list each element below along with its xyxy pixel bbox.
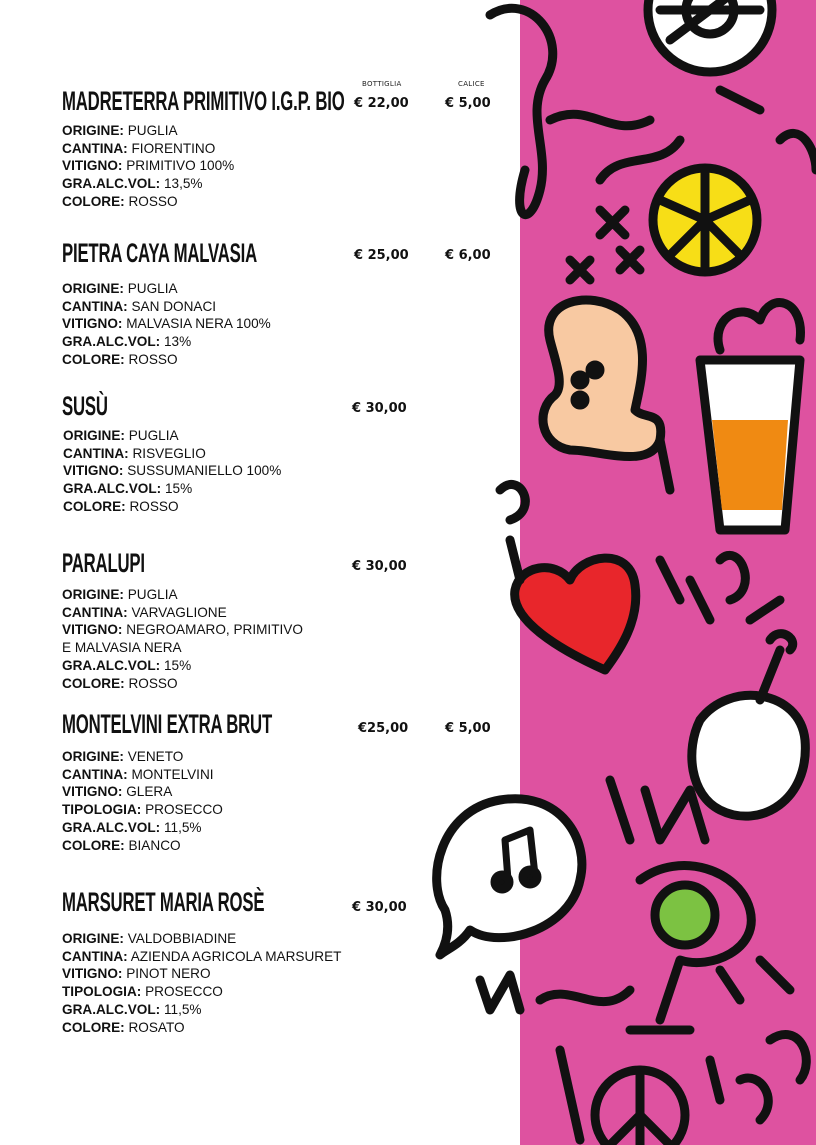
detail-row: CANTINA: SAN DONACI (62, 298, 217, 314)
detail-row: TIPOLOGIA: PROSECCO (62, 984, 223, 1000)
price-glass: € 5,00 (445, 96, 491, 111)
wine-details (62, 122, 234, 211)
detail-row: ORIGINE: VENETO (62, 749, 184, 764)
detail-row: COLORE: BIANCO (62, 837, 181, 853)
doodle-illustration (420, 0, 816, 1145)
price-glass: € 6,00 (445, 248, 491, 263)
detail-row: CANTINA: VARVAGLIONE (62, 604, 227, 620)
price-bottle: € 30,00 (352, 559, 407, 574)
detail-row: COLORE: ROSSO (62, 675, 178, 691)
detail-row: ORIGINE: PUGLIA (62, 123, 178, 138)
wine-name: PARALUPI (62, 548, 145, 578)
detail-row: ORIGINE: VALDOBBIADINE (62, 931, 237, 946)
price-bottle: € 30,00 (352, 401, 407, 416)
wine-name: MARSURET MARIA ROSÈ (62, 887, 265, 917)
detail-row: COLORE: ROSSO (62, 351, 178, 367)
detail-row: E MALVASIA NERA (62, 640, 182, 656)
detail-row: COLORE: ROSSO (62, 193, 178, 209)
price-bottle: € 25,00 (354, 248, 409, 263)
detail-row: GRA.ALC.VOL: 15% (63, 481, 193, 497)
detail-row: VITIGNO: GLERA (62, 784, 173, 800)
detail-row: VITIGNO: MALVASIA NERA 100% (62, 316, 271, 332)
price-bottle: € 30,00 (352, 900, 407, 915)
detail-row: CANTINA: FIORENTINO (62, 140, 216, 156)
wine-name: PIETRA CAYA MALVASIA (62, 238, 258, 268)
price-bottle: €25,00 (358, 721, 409, 736)
detail-row: GRA.ALC.VOL: 11,5% (62, 1001, 202, 1017)
detail-row: ORIGINE: PUGLIA (62, 281, 178, 296)
detail-row: VITIGNO: NEGROAMARO, PRIMITIVO (62, 622, 303, 638)
price-glass: € 5,00 (445, 721, 491, 736)
lemon-icon (653, 168, 757, 272)
wine-name: MADRETERRA PRIMITIVO I.G.P. BIO (62, 86, 345, 116)
detail-row: VITIGNO: PRIMITIVO 100% (62, 158, 235, 174)
detail-row: GRA.ALC.VOL: 13,5% (62, 176, 203, 192)
wine-name: MONTELVINI EXTRA BRUT (62, 709, 272, 739)
glass-column-header: CALICE (458, 80, 485, 88)
detail-row: ORIGINE: PUGLIA (62, 587, 178, 602)
wine-details (62, 930, 341, 1036)
price-bottle: € 22,00 (354, 96, 409, 111)
detail-row: GRA.ALC.VOL: 15% (62, 657, 192, 673)
wine-details (62, 586, 303, 692)
detail-row: COLORE: ROSSO (63, 498, 179, 514)
detail-row: COLORE: ROSATO (62, 1019, 185, 1035)
wine-name: SUSÙ (62, 391, 108, 421)
wine-details (63, 427, 281, 516)
detail-row: VITIGNO: PINOT NERO (62, 966, 211, 982)
detail-row: GRA.ALC.VOL: 13% (62, 334, 192, 350)
wine-details (62, 748, 223, 854)
detail-row: TIPOLOGIA: PROSECCO (62, 802, 223, 818)
detail-row: CANTINA: AZIENDA AGRICOLA MARSURET (62, 948, 342, 964)
detail-row: VITIGNO: SUSSUMANIELLO 100% (63, 463, 282, 479)
detail-row: ORIGINE: PUGLIA (63, 428, 179, 443)
bottle-column-header: BOTTIGLIA (362, 80, 402, 88)
detail-row: CANTINA: RISVEGLIO (63, 445, 206, 461)
wine-details (62, 280, 271, 369)
detail-row: GRA.ALC.VOL: 11,5% (62, 819, 202, 835)
detail-row: CANTINA: MONTELVINI (62, 766, 214, 782)
